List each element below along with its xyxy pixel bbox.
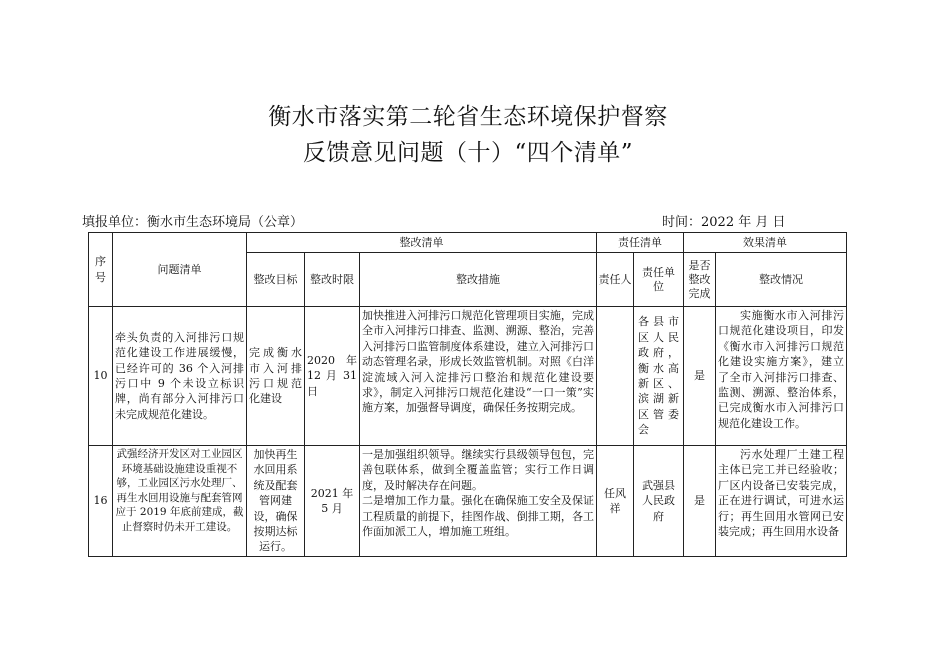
row-unit: 各县市区人民政府，衡水高新区、滨湖新区管委会 (634, 307, 684, 446)
header-problem: 问题清单 (113, 233, 247, 307)
row-measures: 加快推进入河排污口规范化管理项目实施，完成全市入河排污口排查、监测、溯源、整治，完善入河排污口监管制度体系建设，建立入河排污口动态管理名录，形成长效监管机制。对照《白洋淀流域入河入淀排污口整治和规范化建设要求》，制定入河排污口规范化建设“一口一策”实施方案，加强督导调度，确保任务按期完成。 (360, 307, 597, 446)
header-seq: 序号 (89, 233, 113, 307)
row-goal: 完成衡水市入河排污口规范化建设 (247, 307, 305, 446)
reporting-unit: 填报单位：衡水市生态环境局（公章） (82, 215, 304, 230)
row-seq: 16 (89, 446, 113, 557)
row-deadline: 2020 年 12 月 31 日 (305, 307, 360, 446)
header-group-responsibility: 责任清单 (597, 233, 684, 253)
row-person: 任风祥 (597, 446, 634, 557)
header-deadline: 整改时限 (305, 253, 360, 307)
row-unit: 武强县人民政府 (634, 446, 684, 557)
group-header-row (89, 233, 847, 253)
header-person: 责任人 (597, 253, 634, 307)
header-unit: 责任单位 (634, 253, 684, 307)
document-title-line2: 反馈意见问题（十）“四个清单” (302, 140, 634, 166)
header-measures: 整改措施 (360, 253, 597, 307)
header-status: 整改情况 (716, 253, 847, 307)
row-person (597, 307, 634, 446)
row-problem: 牵头负责的入河排污口规范化建设工作进展缓慢，已经许可的 36 个入河排污口中 9 个未设立标识牌，尚有部分入河排污口未完成规范化建设。 (113, 307, 247, 446)
row-completed: 是 (684, 307, 716, 446)
row-measures: 一是加强组织领导。继续实行县级领导包包，完善包联体系，做到全覆盖监管；实行工作日调度，及时解决存在问题。 二是增加工作力量。强化在确保施工安全及保证工程质量的前提下，挂图作战、倒排工期，各工作面加派工人，增加施工班组。 (360, 446, 597, 557)
row-seq: 10 (89, 307, 113, 446)
row-deadline: 2021 年 5 月 (305, 446, 360, 557)
document-title-line1: 衡水市落实第二轮省生态环境保护督察 (268, 104, 668, 130)
row-goal: 加快再生水回用系统及配套管网建设，确保按期达标运行。 (247, 446, 305, 557)
row-status: 污水处理厂土建工程主体已完工并已经验收；厂区内设备已安装完成，正在进行调试，可进水运行；再生回用水管网已安装完成；再生回用水设备 (716, 446, 847, 557)
row-completed: 是 (684, 446, 716, 557)
four-lists-table (88, 232, 847, 557)
table-row (89, 446, 847, 557)
header-goal: 整改目标 (247, 253, 305, 307)
header-completed: 是否整改完成 (684, 253, 716, 307)
table-row (89, 307, 847, 446)
report-time: 时间：2022 年 月 日 (662, 215, 786, 230)
row-status: 实施衡水市入河排污口规范化建设项目，印发《衡水市入河排污口规范化建设实施方案》，建立了全市入河排污口排查、监测、溯源、整治体系，已完成衡水市入河排污口规范化建设工作。 (716, 307, 847, 446)
header-group-rectify: 整改清单 (247, 233, 597, 253)
row-problem: 武强经济开发区对工业园区环境基础设施建设重视不够，工业园区污水处理厂、再生水回用设施与配套管网应于 2019 年底前建成，截止督察时仍未开工建设。 (113, 446, 247, 557)
header-group-effect: 效果清单 (684, 233, 847, 253)
